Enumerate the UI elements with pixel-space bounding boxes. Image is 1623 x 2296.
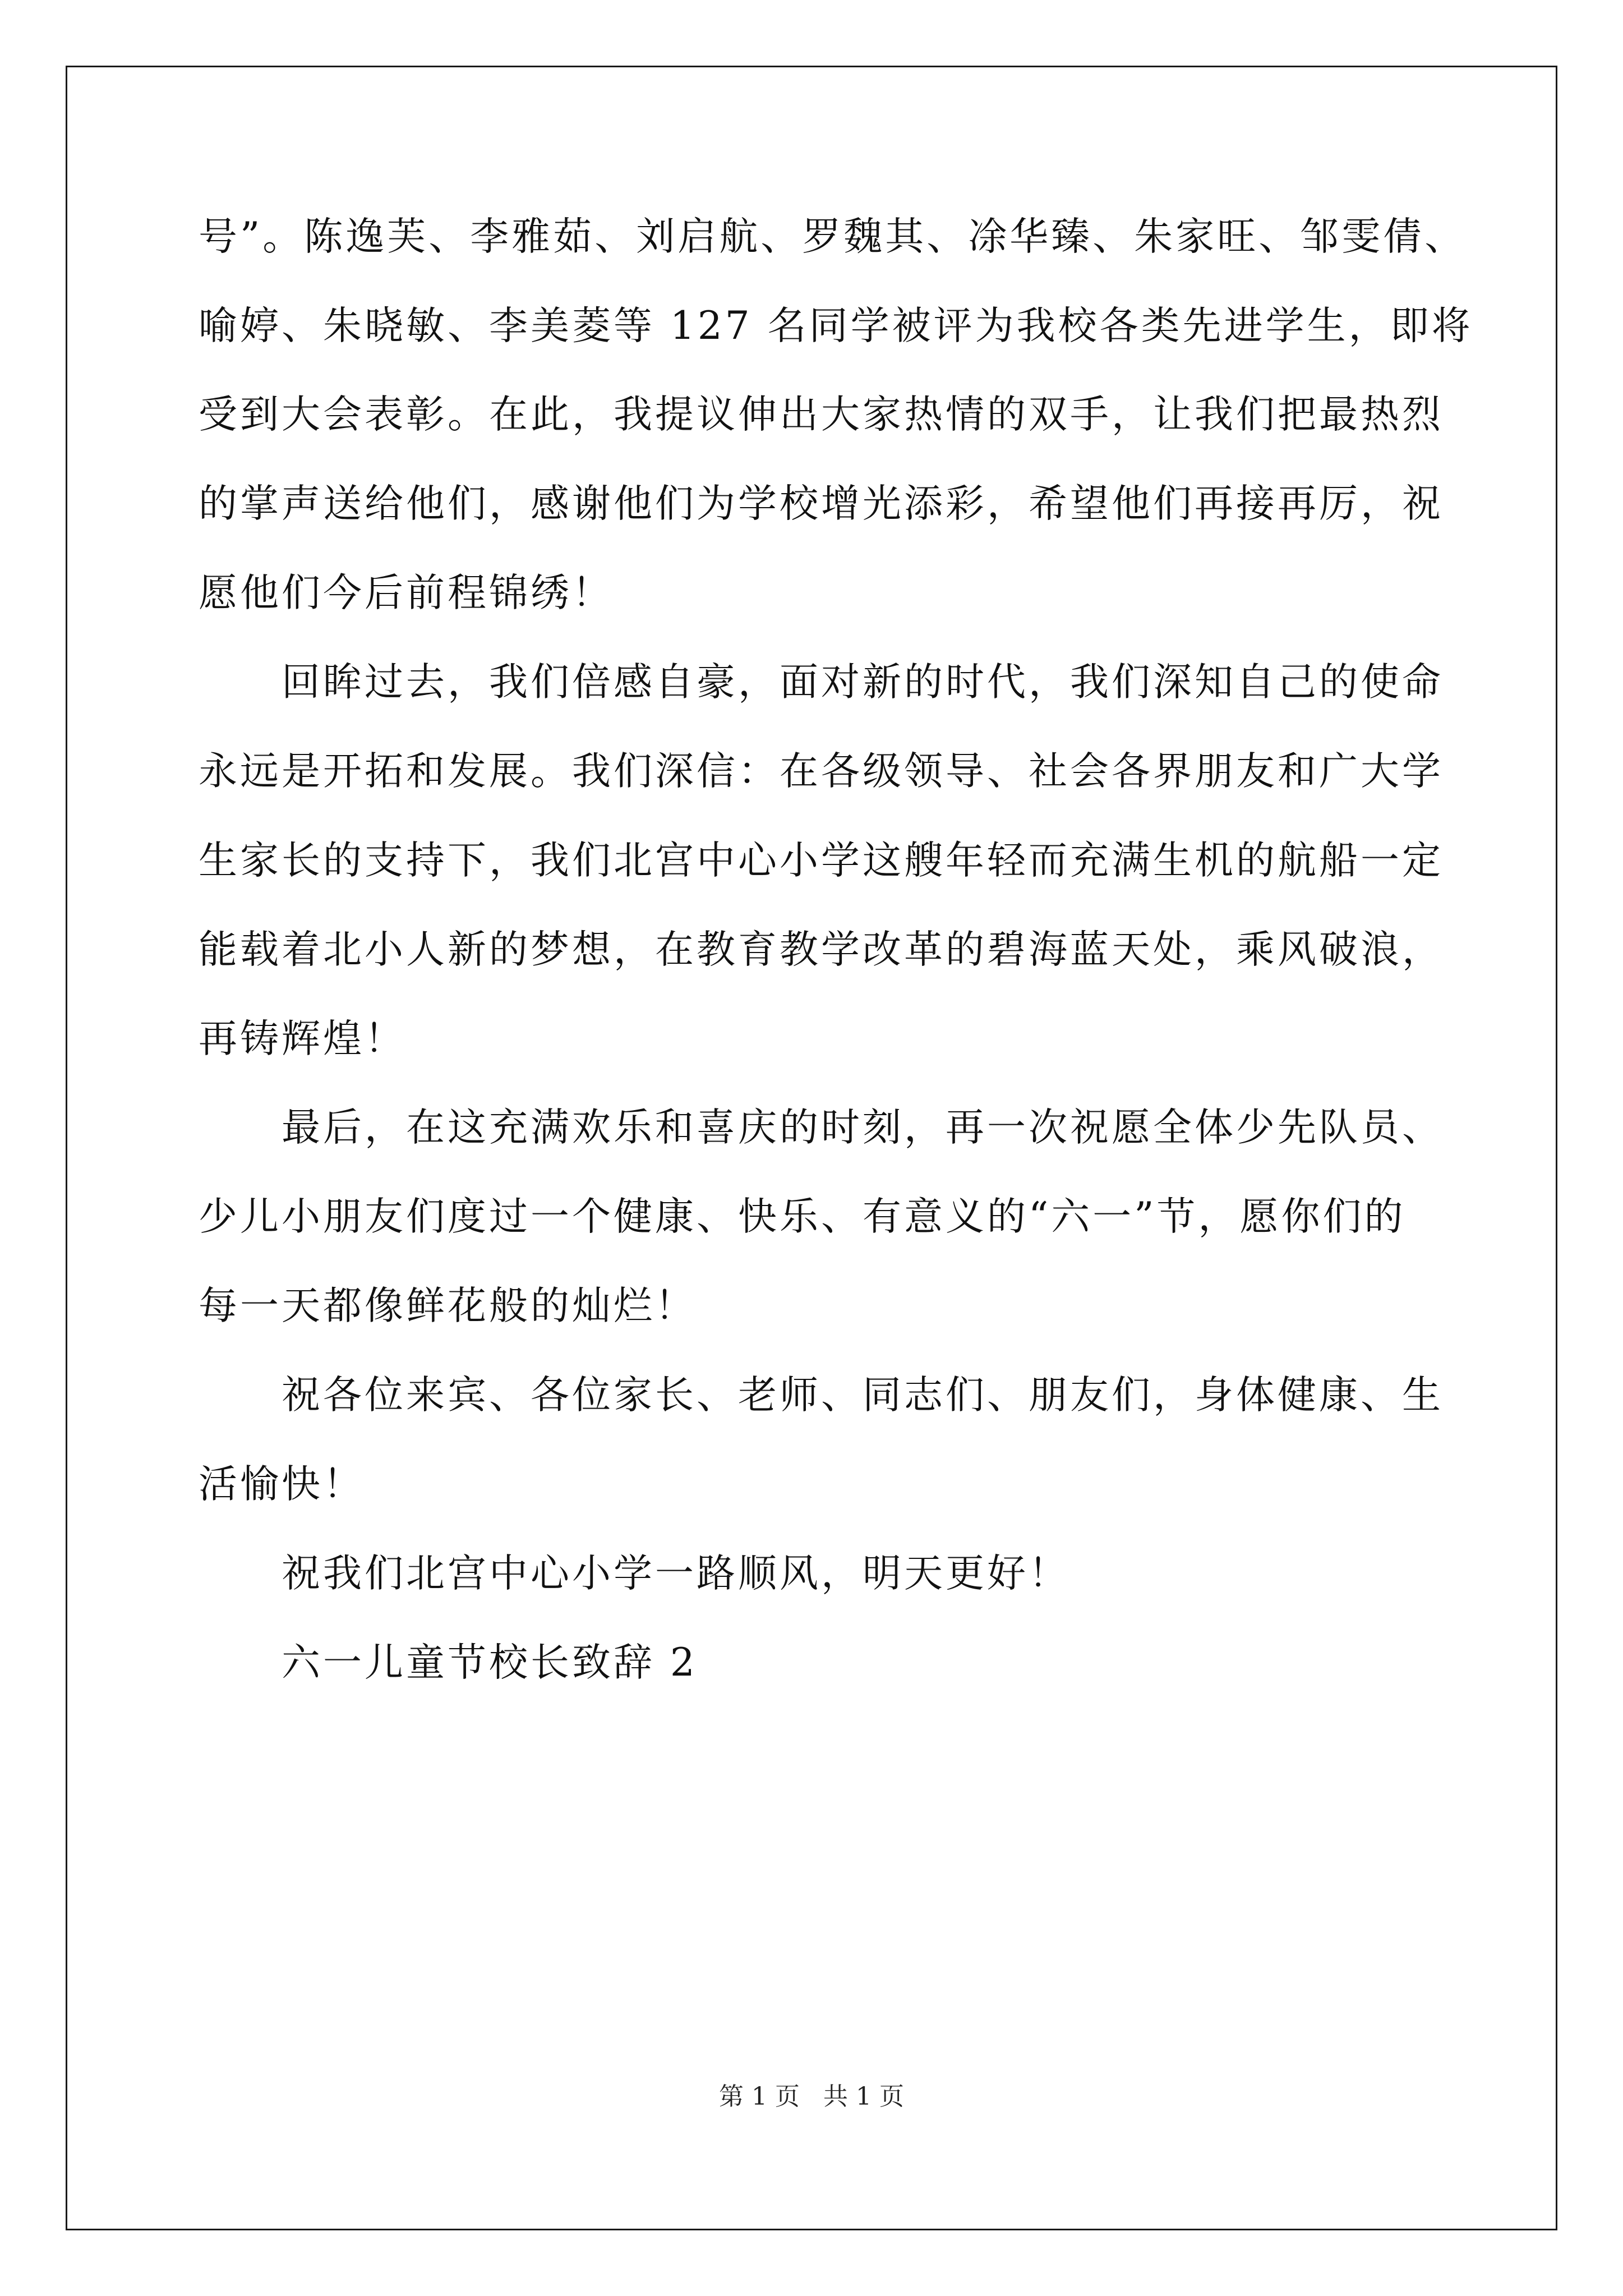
- text-line: 少儿小朋友们度过一个健康、快乐、有意义的“六一”节，愿你们的: [199, 1194, 1406, 1239]
- text-line: 喻婷、朱晓敏、李美菱等 127 名同学被评为我校各类先进学生，即将: [199, 303, 1473, 348]
- text-line: 永远是开拓和发展。我们深信：在各级领导、社会各界朋友和广大学: [199, 749, 1444, 794]
- paragraph-first-line: 回眸过去，我们倍感自豪，面对新的时代，我们深知自己的使命: [282, 660, 1444, 705]
- page-footer: [0, 2081, 1623, 2113]
- section-heading: 六一儿童节校长致辞 2: [282, 1640, 698, 1685]
- paragraph-first-line: 祝我们北宫中心小学一路顺风，明天更好！: [282, 1551, 1070, 1596]
- text-line: 能载着北小人新的梦想，在教育教学改革的碧海蓝天处，乘风破浪，: [199, 927, 1444, 972]
- text-line: 再铸辉煌！: [199, 1016, 406, 1061]
- text-line: 每一天都像鲜花般的灿烂！: [199, 1283, 697, 1328]
- page-number-current: 第 1 页: [719, 2082, 800, 2111]
- text-line: 的掌声送给他们，感谢他们为学校增光添彩，希望他们再接再厉，祝: [199, 481, 1444, 526]
- text-line: 号”。陈逸芙、李雅茹、刘启航、罗魏其、凃华臻、朱家旺、邹雯倩、: [199, 214, 1467, 259]
- text-line: 愿他们今后前程锦绣！: [199, 570, 614, 615]
- text-line: 受到大会表彰。在此，我提议伸出大家热情的双手，让我们把最热烈: [199, 392, 1444, 437]
- paragraph-first-line: 祝各位来宾、各位家长、老师、同志们、朋友们，身体健康、生: [282, 1373, 1444, 1418]
- text-line: 活愉快！: [199, 1462, 365, 1507]
- paragraph-first-line: 最后，在这充满欢乐和喜庆的时刻，再一次祝愿全体少先队员、: [282, 1105, 1444, 1150]
- page-number-total: 共 1 页: [823, 2082, 904, 2111]
- text-line: 生家长的支持下，我们北宫中心小学这艘年轻而充满生机的航船一定: [199, 838, 1444, 883]
